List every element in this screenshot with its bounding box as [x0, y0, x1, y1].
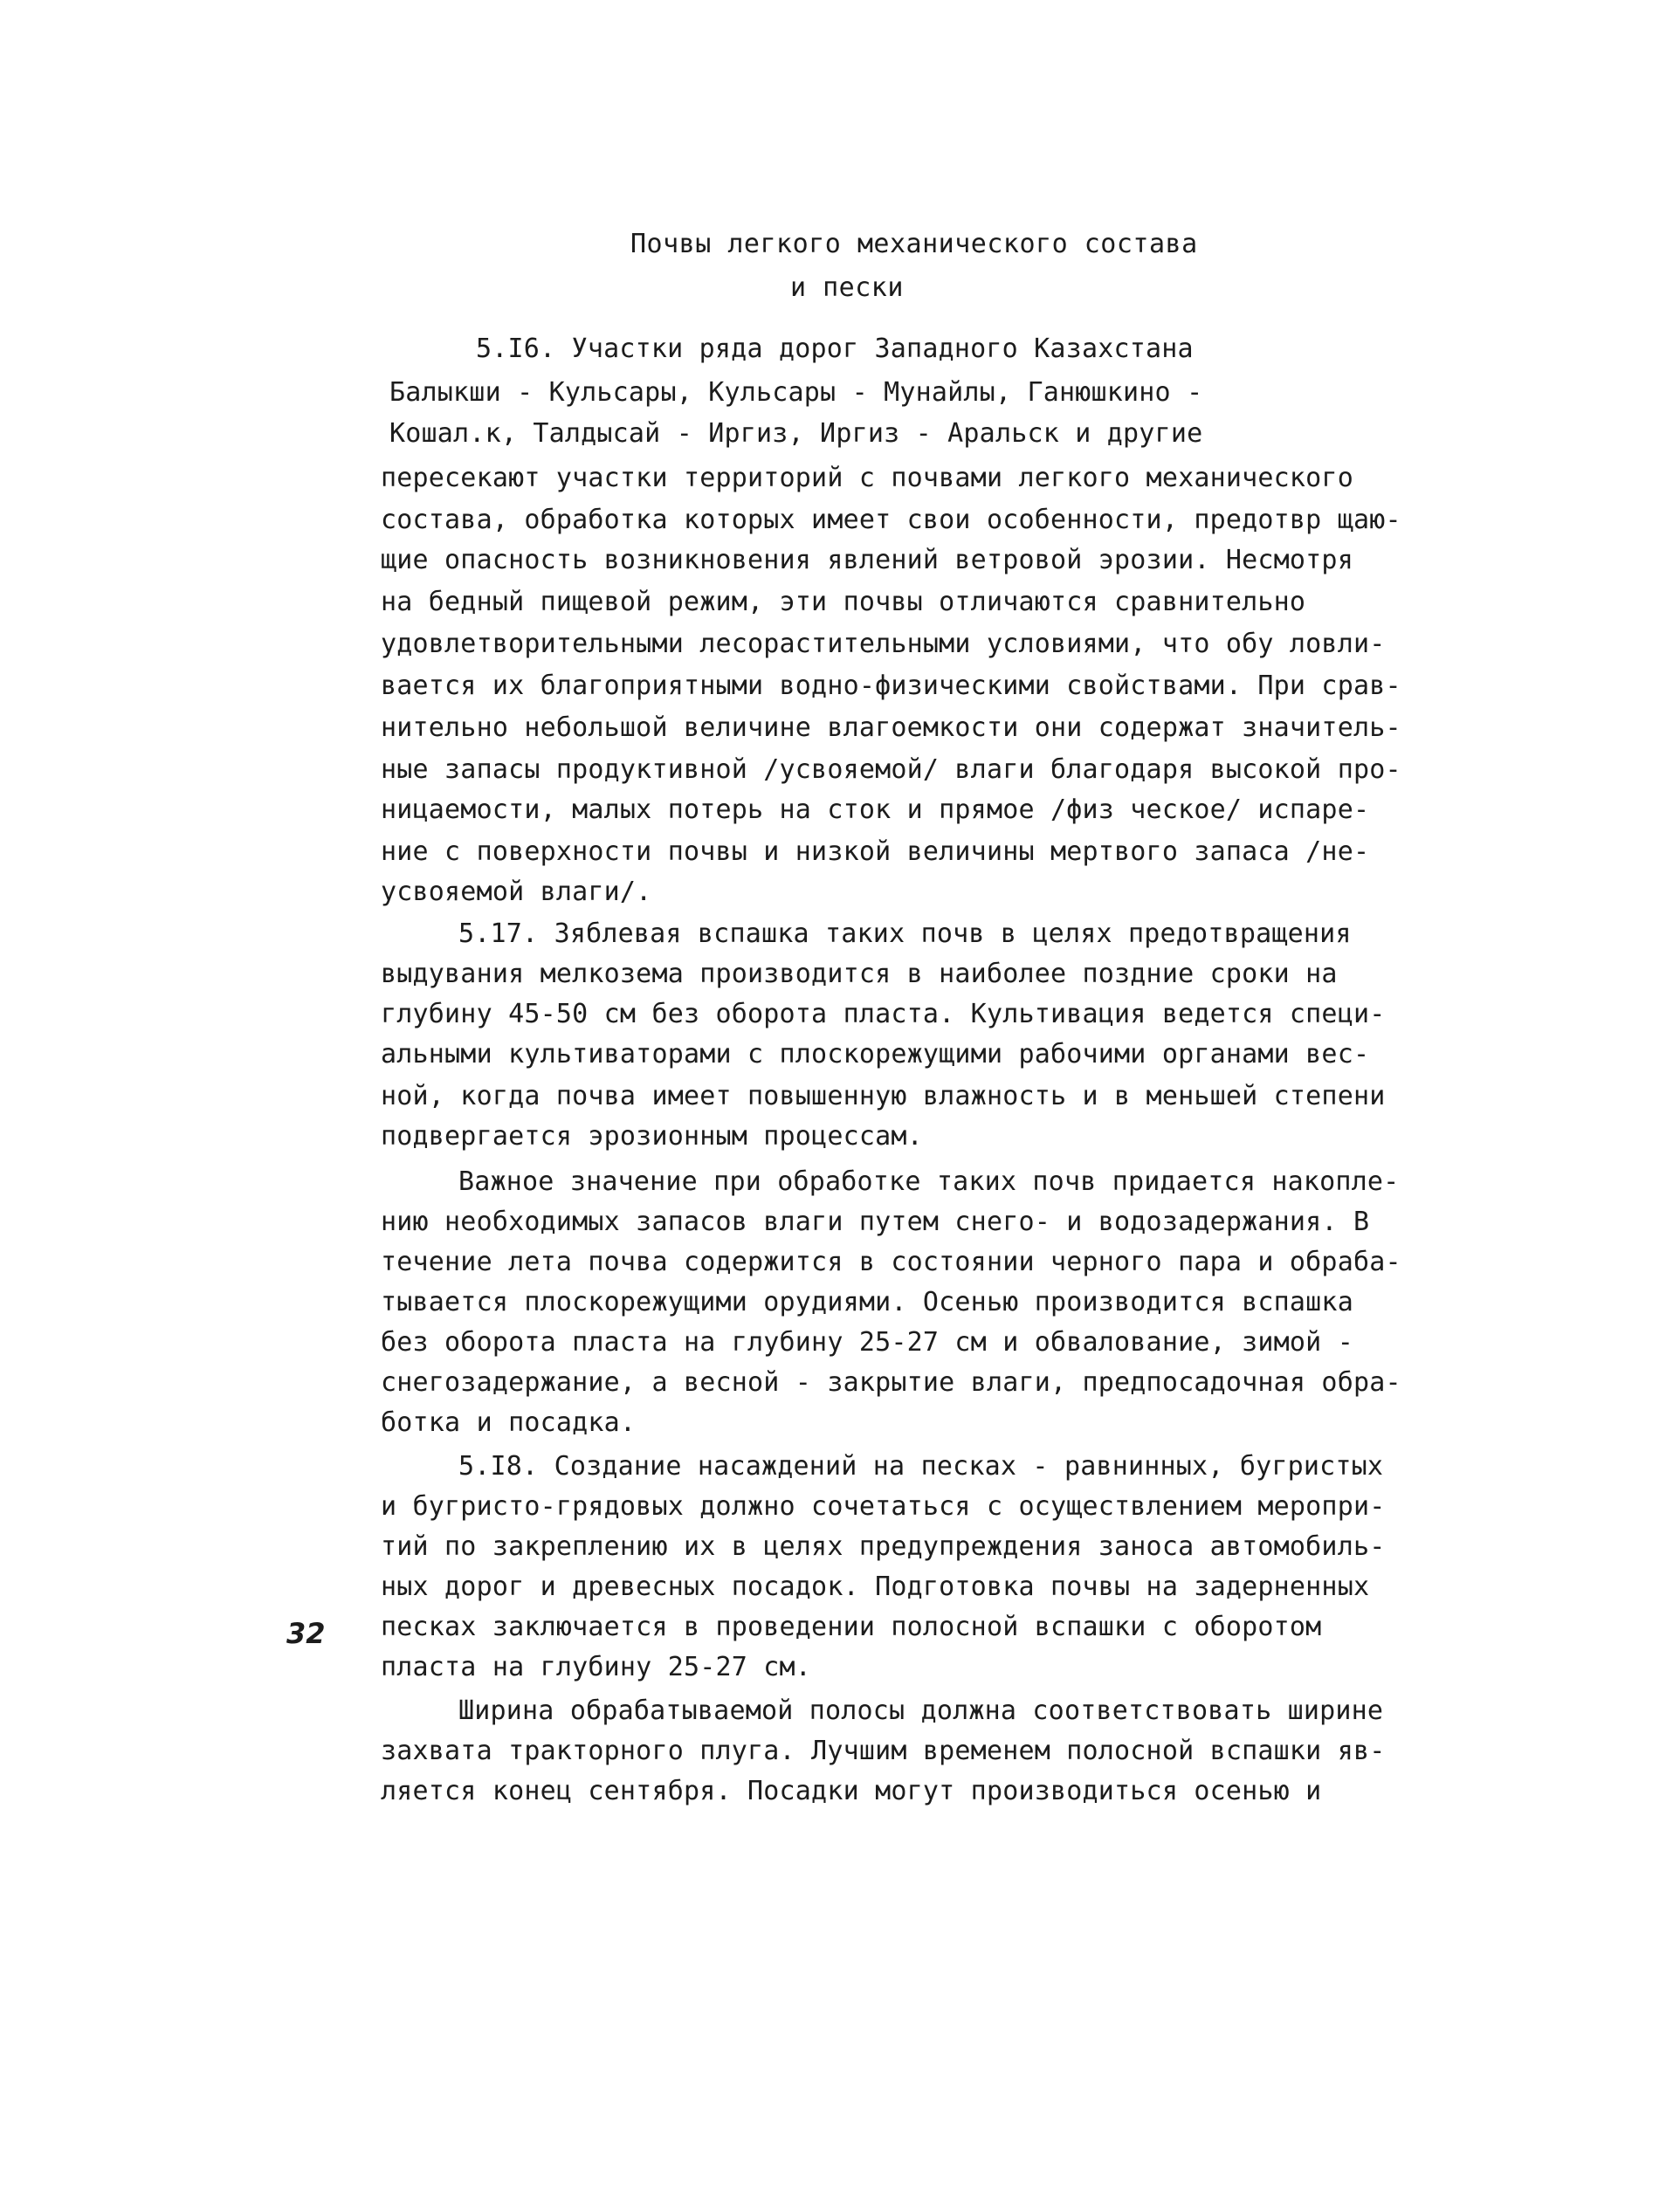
text-line: без оборота пласта на глубину 25-27 см и обвалование, зимой -: [381, 1327, 1353, 1358]
text-line: нию необходимых запасов влаги путем снего- и водозадержания. В: [381, 1207, 1370, 1237]
text-line: ные запасы продуктивной /усвояемой/ влаги благодаря высокой про-: [381, 754, 1401, 785]
text-line: ботка и посадка.: [381, 1407, 637, 1438]
text-line: тывается плоскорежущими орудиями. Осенью производится вспашка: [381, 1287, 1353, 1317]
text-line: течение лета почва содержится в состоянии черного пара и обраба-: [381, 1247, 1401, 1277]
text-line: пересекают участки территорий с почвами легкого механического: [381, 463, 1353, 493]
text-line: глубину 45-50 см без оборота пласта. Культивация ведется специ-: [381, 999, 1386, 1029]
text-line: ной, когда почва имеет повышенную влажность и в меньшей степени: [381, 1081, 1386, 1111]
text-line: песках заключается в проведении полосной вспашки с оборотом: [381, 1612, 1322, 1642]
text-line: 5.I8. Создание насаждений на песках - равнинных, бугристых: [458, 1451, 1384, 1482]
section-heading-line-1: Почвы легкого механического состава: [630, 229, 1198, 259]
text-line: и бугристо-грядовых должно сочетаться с осуществлением меропри-: [381, 1491, 1386, 1522]
text-line: 5.17. Зяблевая вспашка таких почв в целях предотвращения: [458, 918, 1352, 949]
text-line: снегозадержание, а весной - закрытие влаги, предпосадочная обра-: [381, 1367, 1401, 1398]
text-line: ницаемости, малых потерь на сток и прямое /физ ческое/ испаре-: [381, 794, 1370, 825]
text-line: ных дорог и древесных посадок. Подготовка почвы на задерненных: [381, 1572, 1370, 1602]
text-line: вается их благоприятными водно-физическими свойствами. При срав-: [381, 671, 1401, 701]
text-line: 5.I6. Участки ряда дорог Западного Казахстана: [476, 334, 1194, 364]
text-line: Ширина обрабатываемой полосы должна соответствовать ширине: [458, 1695, 1384, 1726]
text-line: пласта на глубину 25-27 см.: [381, 1652, 812, 1682]
text-line: альными культиваторами с плоскорежущими рабочими органами вес-: [381, 1039, 1370, 1070]
text-line: щие опасность возникновения явлений ветровой эрозии. Несмотря: [381, 545, 1353, 575]
text-line: тий по закреплению их в целях предупреждения заноса автомобиль-: [381, 1531, 1386, 1562]
text-line: подвергается эрозионным процессам.: [381, 1121, 923, 1152]
text-line: Балыкши - Кульсары, Кульсары - Мунайлы, Ганюшкино -: [389, 377, 1203, 408]
text-line: состава, обработка которых имеет свои особенности, предотвр щаю-: [381, 505, 1401, 535]
text-line: ляется конец сентября. Посадки могут производиться осенью и: [381, 1776, 1322, 1806]
text-line: Важное значение при обработке таких почв придается накопле-: [458, 1166, 1400, 1197]
text-line: усвояемой влаги/.: [381, 877, 652, 907]
text-line: нительно небольшой величине влагоемкости они содержат значитель-: [381, 712, 1401, 743]
text-line: выдувания мелкозема производится в наиболее поздние сроки на: [381, 959, 1338, 989]
text-line: удовлетворительными лесорастительными условиями, что обу ловли-: [381, 629, 1386, 659]
text-line: Кошал.к, Талдысай - Иргиз, Иргиз - Аральск и другие: [389, 418, 1203, 449]
text-line: ние с поверхности почвы и низкой величины мертвого запаса /не-: [381, 836, 1370, 867]
text-line: на бедный пищевой режим, эти почвы отличаются сравнительно: [381, 587, 1306, 617]
section-heading-line-2: и пески: [790, 272, 904, 303]
page-number: 32: [286, 1617, 326, 1650]
text-line: захвата тракторного плуга. Лучшим временем полосной вспашки яв-: [381, 1736, 1386, 1766]
